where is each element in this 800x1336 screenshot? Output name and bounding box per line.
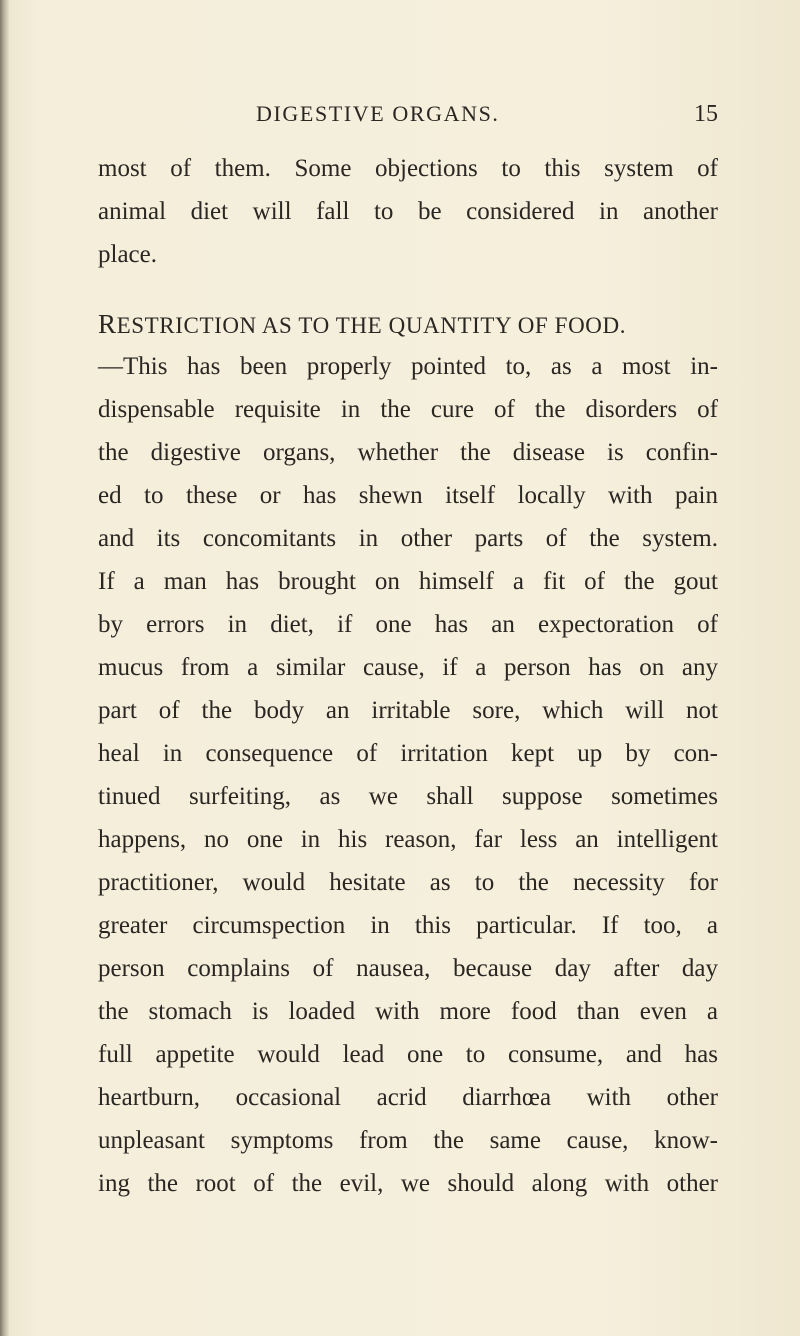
text-line: by errors in diet, if one has an expectoration of [98, 611, 718, 638]
text-line: heal in consequence of irritation kept up by con- [98, 740, 718, 767]
text-line: the stomach is loaded with more food than even a [98, 998, 718, 1025]
text-line: full appetite would lead one to consume, and has [98, 1041, 718, 1068]
page-number: 15 [694, 101, 718, 127]
running-head [98, 96, 718, 132]
text-line: —This has been properly pointed to, as a most in- [98, 353, 718, 380]
section-heading-text: ESTRICTION AS TO THE QUANTITY OF FOOD. [116, 313, 627, 338]
text-line: ing the root of the evil, we should along with other [98, 1170, 718, 1197]
text-line: unpleasant symptoms from the same cause, know- [98, 1127, 718, 1154]
text-line: most of them. Some objections to this system of [98, 155, 718, 182]
text-line: part of the body an irritable sore, which will not [98, 697, 718, 724]
text-line: dispensable requisite in the cure of the disorders of [98, 396, 718, 423]
text-line: heartburn, occasional acrid diarrhœa with other [98, 1084, 718, 1111]
text-line: mucus from a similar cause, if a person has on any [98, 654, 718, 681]
text-line: tinued surfeiting, as we shall suppose sometimes [98, 783, 718, 810]
page-gutter-edge [0, 0, 9, 1336]
text-line: ed to these or has shewn itself locally with pain [98, 482, 718, 509]
text-line: animal diet will fall to be considered in another [98, 198, 718, 225]
section-heading-initial: R [98, 309, 117, 339]
text-line: practitioner, would hesitate as to the necessity for [98, 869, 718, 896]
text-line: happens, no one in his reason, far less an intelligent [98, 826, 718, 853]
section-heading [98, 303, 718, 345]
text-line: greater circumspection in this particular. If too, a [98, 912, 718, 939]
text-line: If a man has brought on himself a fit of the gout [98, 568, 718, 595]
running-head-title: DIGESTIVE ORGANS. [256, 101, 500, 126]
text-line: the digestive organs, whether the disease is confin- [98, 439, 718, 466]
text-line: person complains of nausea, because day after day [98, 955, 718, 982]
text-line: and its concomitants in other parts of the system. [98, 525, 718, 552]
text-line: place. [98, 241, 157, 268]
